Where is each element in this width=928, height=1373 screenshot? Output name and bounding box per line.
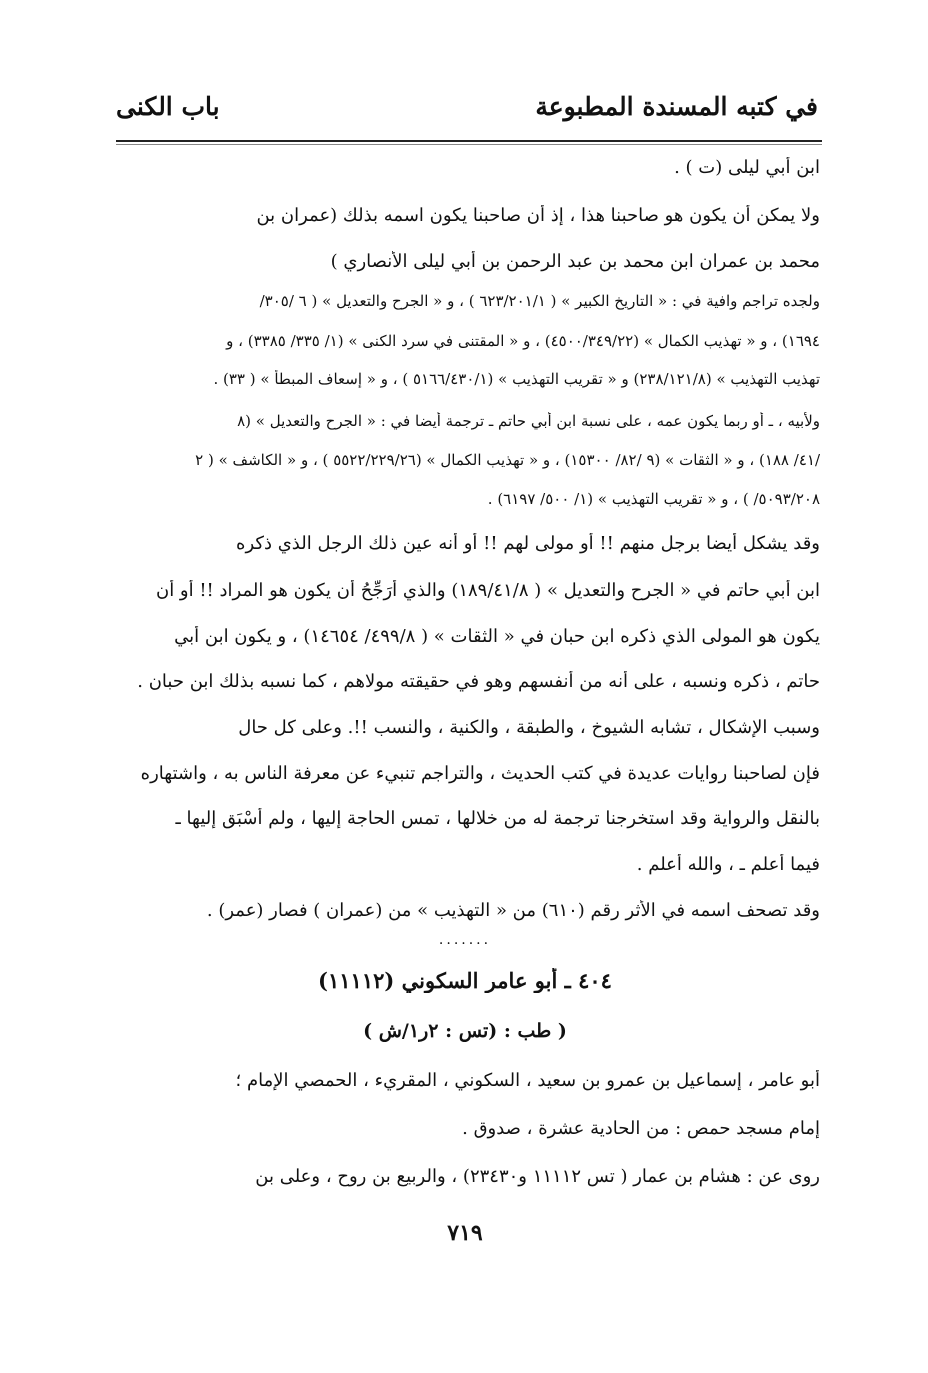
footnote-line: ٥٠٩٣/٢٠٨/ ) ، و « تقريب التهذيب » (١/ ٥٠٠/ ٦١٩٧) . — [487, 490, 820, 508]
text-line: حاتم ، ذكره ونسبه ، على أنه من أنفسهم وهو في حقيقته مولاهم ، كما نسبه بذلك ابن حبان . — [137, 671, 820, 692]
footnote-line: ١٦٩٤) ، و « تهذيب الكمال » (٤٥٠٠/٣٤٩/٢٢) ، و « المقتنى في سرد الكنى » (١/ ٣٣٥/ ٣٣٨٥) ، و — [226, 332, 820, 350]
footnote-line: تهذيب التهذيب » (٢٣٨/١٢١/٨) و « تقريب التهذيب » (٥١٦٦/٤٣٠/١ ) ، و « إسعاف المبطأ » ( ٣٣) . — [213, 370, 820, 388]
entry-heading: ٤٠٤ ـ أبو عامر السكوني (١١١١٢) — [318, 968, 612, 993]
text-line: ابن أبي ليلى (ت ) . — [674, 157, 820, 178]
text-line: إمام مسجد حمص : من الحادية عشرة ، صدوق . — [462, 1118, 820, 1139]
text-line: بالنقل والرواية وقد استخرجنا ترجمة له من خلالها ، تمس الحاجة إليها ، ولم أُسْبَق إليها ـ — [175, 808, 820, 829]
text-line: وسبب الإشكال ، تشابه الشيوخ ، والطبقة ، والكنية ، والنسب !!. وعلى كل حال — [238, 717, 820, 738]
text-line: ابن أبي حاتم في « الجرح والتعديل » ( ١٨٩/٤١/٨) والذي أُرَجِّحُ أن يكون هو المراد !! أو أن — [155, 580, 820, 601]
entry-symbols: ( طب : (تس : ٢ر١/ش ) — [363, 1020, 567, 1042]
text-line: محمد بن عمران ابن محمد بن عبد الرحمن بن أبي ليلى الأنصاري ) — [330, 251, 820, 272]
text-line: ولا يمكن أن يكون هو صاحبنا هذا ، إذ أن صاحبنا يكون اسمه بذلك (عمران بن — [256, 205, 820, 226]
text-line: روى عن : هشام بن عمار ( تس ١١١١٢ و٢٣٤٣٠) ، والربيع بن روح ، وعلى بن — [255, 1166, 820, 1187]
footnote-line: /٤١/ ١٨٨) ، و « الثقات » (٩ /٨٢/ ١٥٣٠٠) ، و « تهذيب الكمال » (٥٥٢٢/٢٢٩/٢٦ ) ، و « الكاشف » ( ٢ — [195, 451, 820, 469]
running-header-chapter: باب الكنى — [116, 92, 220, 121]
text-line: فإن لصاحبنا روايات عديدة في كتب الحديث ، والتراجم تنبيء عن معرفة الناس به ، واشتهاره — [140, 763, 820, 784]
text-line: وقد تصحف اسمه في الأثر رقم (٦١٠) من « التهذيب » من (عمران ) فصار (عمر) . — [206, 900, 820, 921]
footnote-line: ولجده تراجم وافية في : « التاريخ الكبير » ( ٦٢٣/٢٠١/١ ) ، و « الجرح والتعديل » ( ٦ /٣٠٥/ — [259, 292, 820, 310]
text-line: يكون هو المولى الذي ذكره ابن حبان في « الثقات » ( ٤٩٩/٨/ ١٤٦٥٤) ، و يكون ابن أبي — [174, 626, 820, 647]
section-divider: ....... — [438, 932, 492, 948]
header-rule-thin — [116, 144, 822, 145]
text-line: وقد يشكل أيضا برجل منهم !! أو مولى لهم !! أو أنه عين ذلك الرجل الذي ذكره — [236, 533, 820, 554]
header-rule — [116, 140, 822, 142]
text-line: فيما أعلم ـ ، والله أعلم . — [636, 854, 820, 875]
page-number: ٧١٩ — [447, 1220, 483, 1246]
running-header-title: في كتبه المسندة المطبوعة — [535, 92, 818, 121]
text-line: أبو عامر ، إسماعيل بن عمرو بن سعيد ، السكوني ، المقريء ، الحمصي الإمام ؛ — [235, 1070, 820, 1091]
footnote-line: ولأبيه ، ـ أو ربما يكون عمه ، على نسبة ابن أبي حاتم ـ ترجمة أيضا في : « الجرح والتعديل » (٨ — [237, 412, 820, 430]
